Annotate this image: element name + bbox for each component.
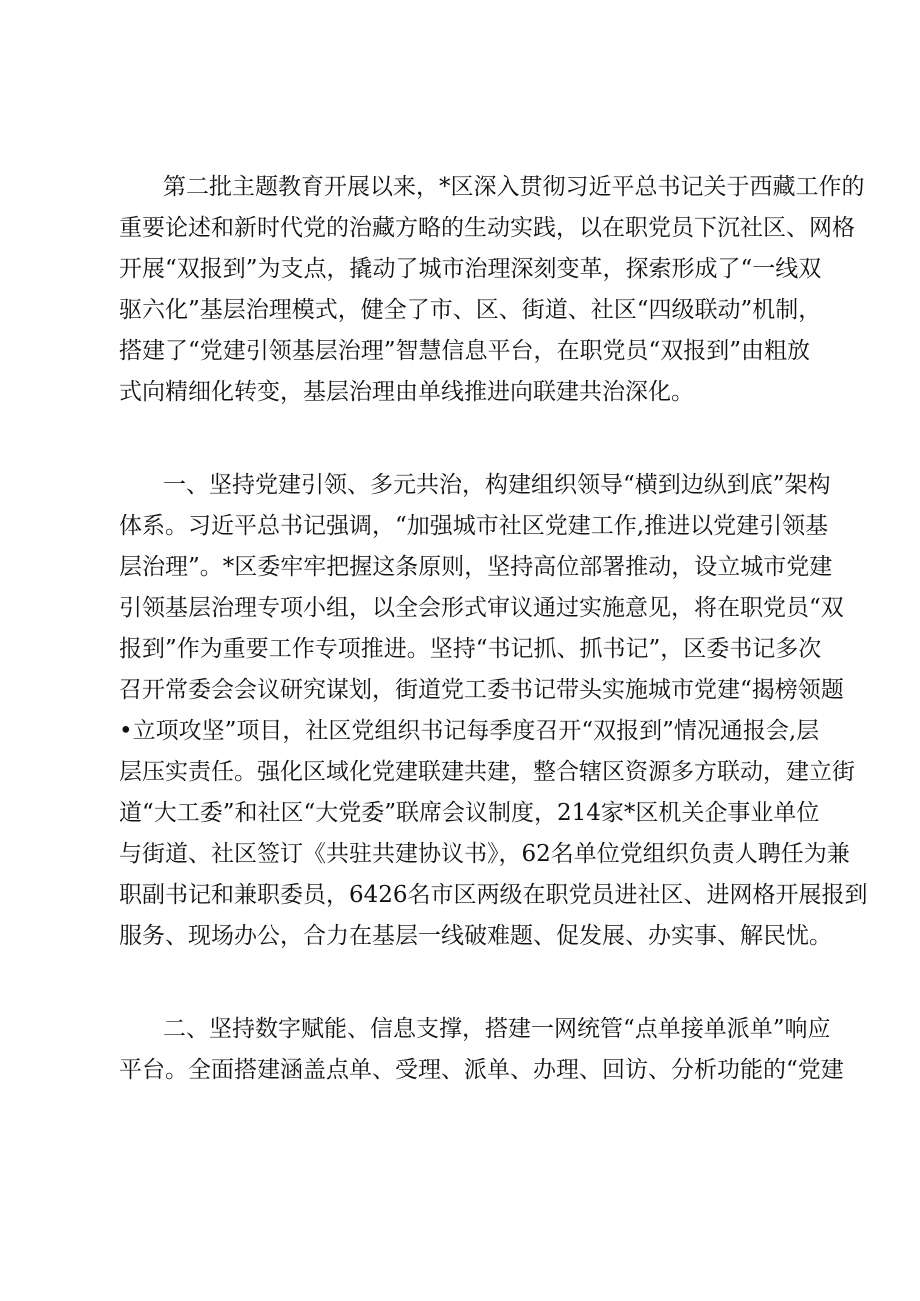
text-line: 与街道、社区签订《共驻共建协议书》，62名单位党组织负责人聘任为兼 <box>119 841 850 867</box>
text-line: 式向精细化转变，基层治理由单线推进向联建共治深化。 <box>119 379 694 405</box>
text-line: 层压实责任。强化区域化党建联建共建，整合辖区资源多方联动，建立街 <box>119 759 855 785</box>
text-line: 驱六化”基层治理模式，健全了市、区、街道、社区“四级联动”机制， <box>119 297 822 323</box>
text-line: 二、坚持数字赋能、信息支撑，搭建一网统管“点单接单派单”响应 <box>163 1016 831 1042</box>
text-line: 体系。习近平总书记强调，“加强城市社区党建工作,推进以党建引领基 <box>119 513 829 539</box>
paragraph-section-two <box>119 1009 844 1091</box>
text-line: 报到”作为重要工作专项推进。坚持“书记抓、抓书记”，区委书记多次 <box>119 636 822 662</box>
text-line: 重要论述和新时代党的治藏方略的生动实践，以在职党员下沉社区、网格 <box>119 215 855 241</box>
text-line: 引领基层治理专项小组，以全会形式审议通过实施意见，将在职党员“双 <box>119 595 844 621</box>
text-line: •立项攻坚”项目，社区党组织书记每季度召开“双报到”情况通报会,层 <box>119 718 820 744</box>
text-line: 搭建了“党建引领基层治理”智慧信息平台，在职党员“双报到”由粗放 <box>119 338 811 364</box>
text-line: 一、坚持党建引领、多元共治，构建组织领导“横到边纵到底”架构 <box>163 472 831 498</box>
text-line: 召开常委会会议研究谋划，街道党工委书记带头实施城市党建“揭榜领题 <box>119 677 844 703</box>
text-line: 开展“双报到”为支点，撬动了城市治理深刻变革，探索形成了“一线双 <box>119 256 822 282</box>
text-line: 道“大工委”和社区“大党委”联席会议制度，214家*区机关企事业单位 <box>119 800 820 826</box>
paragraph-section-one <box>119 465 868 957</box>
text-line: 平台。全面搭建涵盖点单、受理、派单、办理、回访、分析功能的“党建 <box>119 1057 844 1083</box>
text-line: 第二批主题教育开展以来，*区深入贯彻习近平总书记关于西藏工作的 <box>163 174 865 200</box>
text-line: 职副书记和兼职委员，6426名市区两级在职党员进社区、进网格开展报到 <box>119 882 868 908</box>
text-line: 层治理”。*区委牢牢把握这条原则，坚持高位部署推动，设立城市党建 <box>119 554 833 580</box>
paragraph-intro <box>119 167 865 413</box>
text-line: 服务、现场办公，合力在基层一线破难题、促发展、办实事、解民忧。 <box>119 923 832 949</box>
